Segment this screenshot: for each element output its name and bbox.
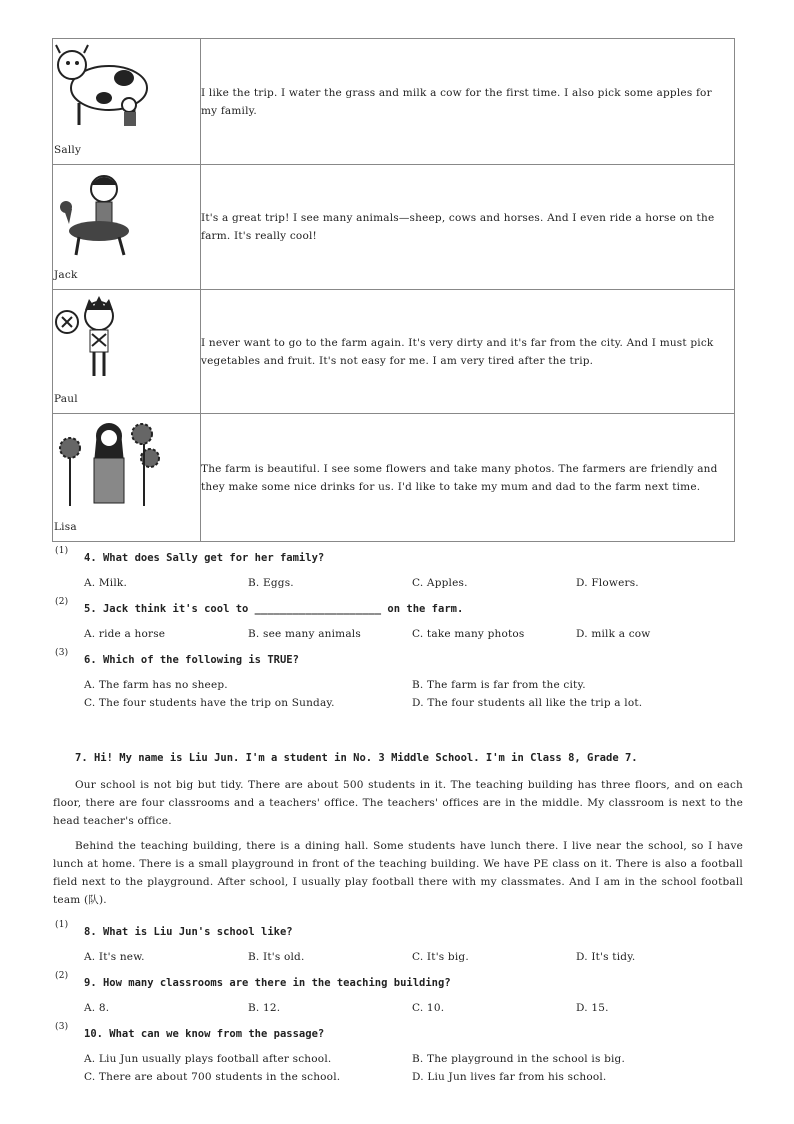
table-row xyxy=(53,39,735,165)
cow-girl-illustration xyxy=(54,43,154,133)
unhappy-boy-illustration xyxy=(54,294,144,384)
student-name: Jack xyxy=(54,269,78,281)
option-d[interactable]: D. Liu Jun lives far from his school. xyxy=(412,1071,607,1083)
girl-sunflowers-illustration xyxy=(54,418,164,508)
question-text: 5. Jack think it's cool to ____________________ on the farm. xyxy=(84,603,464,615)
comment-cell xyxy=(201,290,735,414)
picture-cell xyxy=(53,414,201,542)
student-name: Lisa xyxy=(54,521,77,533)
option-d[interactable]: D. The four students all like the trip a lot. xyxy=(412,697,643,709)
option-c[interactable]: C. 10. xyxy=(412,1002,445,1014)
question-number: (3) xyxy=(55,1022,69,1032)
passage-paragraph: Our school is not big but tidy. There are about 500 students in it. The teaching building has three floors, and on each floor, there are four classrooms and a teachers' office. The teachers' offices are in the middle. My classroom is next to the head teacher's office. xyxy=(53,779,743,827)
option-d[interactable]: D. 15. xyxy=(576,1002,609,1014)
option-c[interactable]: C. There are about 700 students in the school. xyxy=(84,1071,341,1083)
question-number: (1) xyxy=(55,546,69,556)
option-b[interactable]: B. see many animals xyxy=(248,628,361,640)
option-c[interactable]: C. The four students have the trip on Sunday. xyxy=(84,697,335,709)
option-a[interactable]: A. The farm has no sheep. xyxy=(84,679,228,691)
comment-cell xyxy=(201,165,735,290)
table-row xyxy=(53,414,735,542)
option-a[interactable]: A. 8. xyxy=(84,1002,110,1014)
question-text: 8. What is Liu Jun's school like? xyxy=(84,926,293,938)
picture-cell xyxy=(53,39,201,165)
option-a[interactable]: A. It's new. xyxy=(84,951,145,963)
option-b[interactable]: B. It's old. xyxy=(248,951,305,963)
option-b[interactable]: B. 12. xyxy=(248,1002,281,1014)
option-a[interactable]: A. Liu Jun usually plays football after school. xyxy=(84,1053,332,1065)
question-number: (2) xyxy=(55,971,69,981)
passage-paragraph: Behind the teaching building, there is a dining hall. Some students have lunch there. I live near the school, so I have lunch at home. There is a small playground in front of the teaching building. We have PE class on it. There is also a football field next to the playground. After school, I usually play football there with my classmates. And I am in the school football team (队). xyxy=(53,840,743,906)
option-c[interactable]: C. Apples. xyxy=(412,577,468,589)
option-a[interactable]: A. ride a horse xyxy=(84,628,166,640)
question-number: (2) xyxy=(55,597,69,607)
option-b[interactable]: B. The playground in the school is big. xyxy=(412,1053,626,1065)
comment-cell xyxy=(201,414,735,542)
student-comment: It's a great trip! I see many animals—sheep, cows and horses. And I even ride a horse on the farm. It's really cool! xyxy=(201,212,715,242)
picture-cell xyxy=(53,165,201,290)
option-b[interactable]: B. Eggs. xyxy=(248,577,294,589)
trip-table xyxy=(52,38,735,542)
option-c[interactable]: C. take many photos xyxy=(412,628,525,640)
table-row xyxy=(53,165,735,290)
option-c[interactable]: C. It's big. xyxy=(412,951,469,963)
student-name: Paul xyxy=(54,393,78,405)
question-text: 9. How many classrooms are there in the teaching building? xyxy=(84,977,451,989)
option-d[interactable]: D. Flowers. xyxy=(576,577,639,589)
question-text: 4. What does Sally get for her family? xyxy=(84,552,325,564)
option-a[interactable]: A. Milk. xyxy=(84,577,128,589)
question-number: (1) xyxy=(55,920,69,930)
student-comment: I never want to go to the farm again. It's very dirty and it's far from the city. And I must pick vegetables and fruit. It's not easy for me. I am very tired after the trip. xyxy=(201,336,714,367)
option-b[interactable]: B. The farm is far from the city. xyxy=(412,679,586,691)
option-d[interactable]: D. milk a cow xyxy=(576,628,651,640)
picture-cell xyxy=(53,290,201,414)
question-text: 10. What can we know from the passage? xyxy=(84,1028,325,1040)
comment-cell xyxy=(201,39,735,165)
student-comment: I like the trip. I water the grass and milk a cow for the first time. I also pick some apples for my family. xyxy=(201,86,712,117)
question-text: 6. Which of the following is TRUE? xyxy=(84,654,299,666)
option-d[interactable]: D. It's tidy. xyxy=(576,951,636,963)
student-name: Sally xyxy=(54,144,82,156)
student-comment: The farm is beautiful. I see some flowers and take many photos. The farmers are friendly and they make some nice drinks for us. I'd like to take my mum and dad to the farm next time. xyxy=(201,462,718,493)
question-number: (3) xyxy=(55,648,69,658)
boy-riding-horse-illustration xyxy=(54,169,144,259)
table-row xyxy=(53,290,735,414)
passage-heading: 7. Hi! My name is Liu Jun. I'm a student in No. 3 Middle School. I'm in Class 8, Grade 7. xyxy=(75,752,638,764)
